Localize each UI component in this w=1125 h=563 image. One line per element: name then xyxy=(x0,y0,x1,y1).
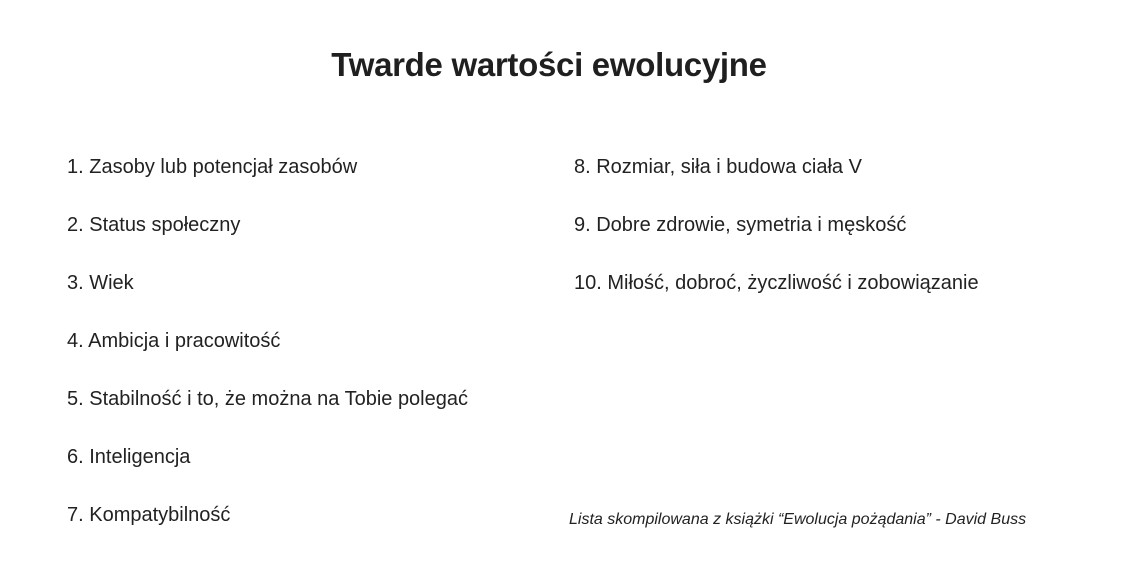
source-footnote: Lista skompilowana z książki “Ewolucja pożądania” - David Buss xyxy=(569,511,1027,528)
list-item: 4. Ambicja i pracowitość xyxy=(67,330,281,352)
list-item: 1. Zasoby lub potencjał zasobów xyxy=(67,156,358,178)
list-item: 2. Status społeczny xyxy=(67,214,241,236)
list-item: 6. Inteligencja xyxy=(67,446,191,468)
list-item: 3. Wiek xyxy=(67,272,134,294)
list-item: 8. Rozmiar, siła i budowa ciała V xyxy=(574,156,862,178)
list-item: 9. Dobre zdrowie, symetria i męskość xyxy=(574,214,907,236)
list-item: 10. Miłość, dobroć, życzliwość i zobowiązanie xyxy=(574,272,979,294)
slide-title: Twarde wartości ewolucyjne xyxy=(331,46,767,83)
left-list xyxy=(67,155,547,535)
list-item: 7. Kompatybilność xyxy=(67,504,231,526)
right-list xyxy=(574,155,1094,305)
list-item: 5. Stabilność i to, że można na Tobie polegać xyxy=(67,388,468,410)
